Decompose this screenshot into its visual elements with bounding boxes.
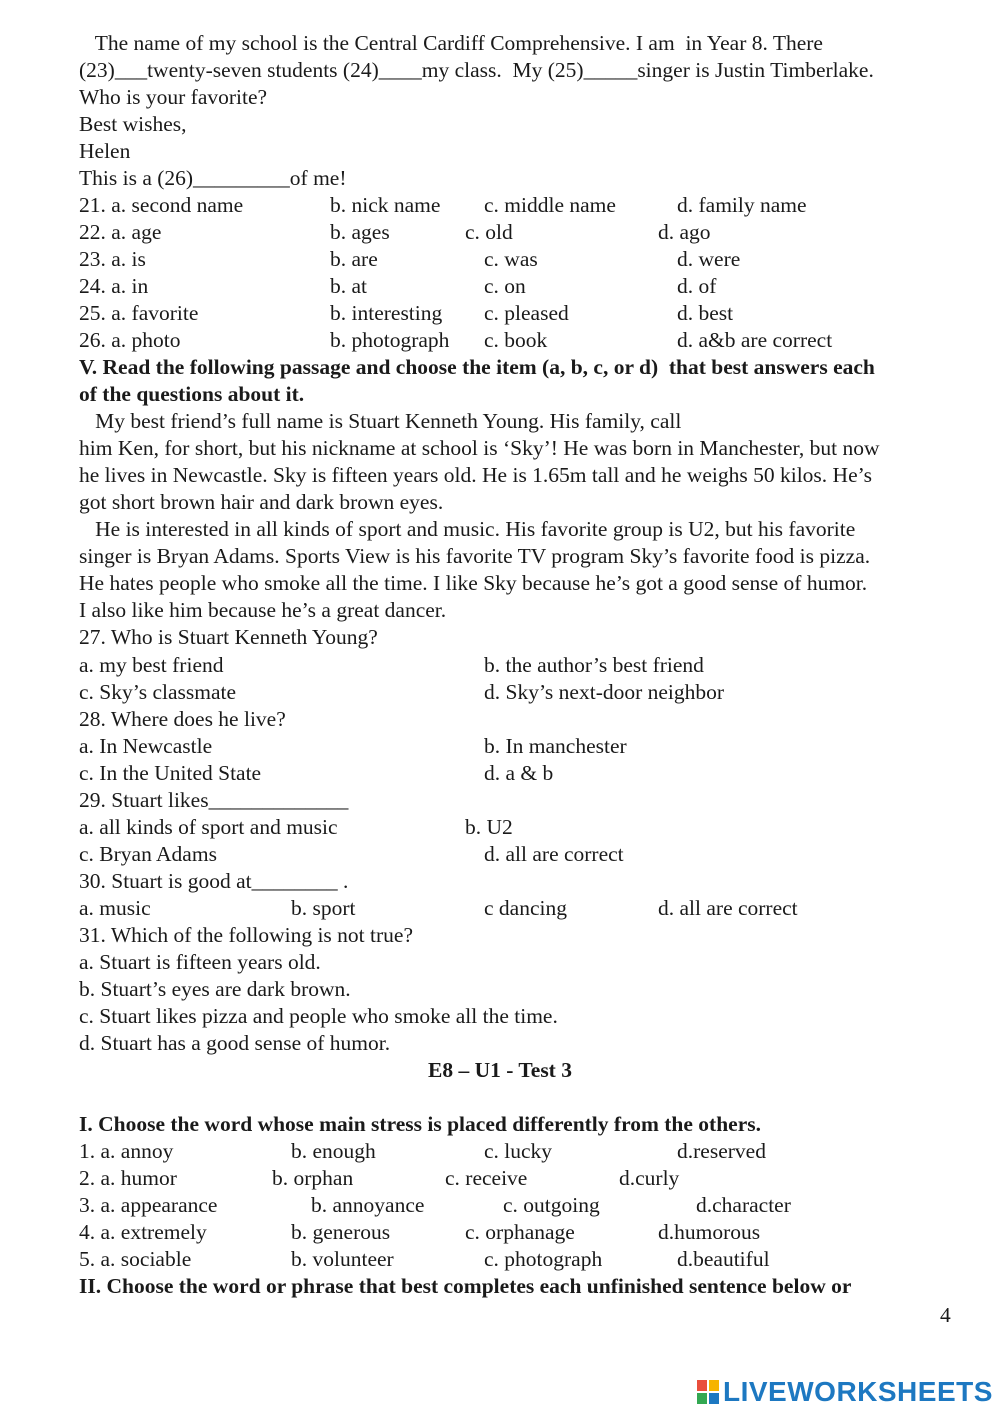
stress-4b: b. generous <box>291 1220 391 1244</box>
option-25b: b. interesting <box>330 301 443 325</box>
option-25d: d. best <box>677 301 734 325</box>
stress-4d: d.humorous <box>658 1220 761 1244</box>
stress-2c: c. receive <box>445 1166 528 1190</box>
stress-2a: 2. a. humor <box>79 1166 177 1190</box>
stress-4a: 4. a. extremely <box>79 1220 207 1244</box>
question-31: 31. Which of the following is not true? <box>79 923 413 947</box>
option-24a: 24. a. in <box>79 274 149 298</box>
option-21c: c. middle name <box>484 193 616 217</box>
option-26d: d. a&b are correct <box>677 328 833 352</box>
passage-line-3: he lives in Newcastle. Sky is fifteen years old. He is 1.65m tall and he weighs 50 kilos. He’s <box>79 463 872 487</box>
option-31b: b. Stuart’s eyes are dark brown. <box>79 977 351 1001</box>
option-21a: 21. a. second name <box>79 193 244 217</box>
letter-line-4: Best wishes, <box>79 112 187 136</box>
stress-4c: c. orphanage <box>465 1220 575 1244</box>
letter-line-6: This is a (26)_________of me! <box>79 166 347 190</box>
question-30: 30. Stuart is good at________ . <box>79 869 349 893</box>
option-27c: c. Sky’s classmate <box>79 680 237 704</box>
section-5-heading-line-1: V. Read the following passage and choose the item (a, b, c, or d) that best answers each <box>79 355 875 379</box>
stress-3d: d.character <box>696 1193 791 1217</box>
option-30a: a. music <box>79 896 151 920</box>
letter-line-5: Helen <box>79 139 131 163</box>
option-25c: c. pleased <box>484 301 569 325</box>
option-22c: c. old <box>465 220 513 244</box>
passage-line-6: singer is Bryan Adams. Sports View is his favorite TV program Sky’s favorite food is pizza. <box>79 544 871 568</box>
option-24d: d. of <box>677 274 717 298</box>
option-21b: b. nick name <box>330 193 441 217</box>
option-30d: d. all are correct <box>658 896 798 920</box>
question-29: 29. Stuart likes_____________ <box>79 788 349 812</box>
stress-5a: 5. a. sociable <box>79 1247 192 1271</box>
passage-line-2: him Ken, for short, but his nickname at school is ‘Sky’! He was born in Manchester, but now <box>79 436 880 460</box>
option-21d: d. family name <box>677 193 807 217</box>
option-23b: b. are <box>330 247 378 271</box>
option-22d: d. ago <box>658 220 711 244</box>
stress-5b: b. volunteer <box>291 1247 394 1271</box>
test-title: E8 – U1 - Test 3 <box>428 1058 572 1082</box>
page-number: 4 <box>940 1303 951 1327</box>
option-31c: c. Stuart likes pizza and people who smoke all the time. <box>79 1004 558 1028</box>
option-24c: c. on <box>484 274 526 298</box>
option-27a: a. my best friend <box>79 653 224 677</box>
option-28a: a. In Newcastle <box>79 734 213 758</box>
passage-line-4: got short brown hair and dark brown eyes. <box>79 490 444 514</box>
option-29a: a. all kinds of sport and music <box>79 815 338 839</box>
option-22a: 22. a. age <box>79 220 162 244</box>
option-28d: d. a & b <box>484 761 554 785</box>
question-27: 27. Who is Stuart Kenneth Young? <box>79 625 378 649</box>
stress-1c: c. lucky <box>484 1139 553 1163</box>
passage-line-5: He is interested in all kinds of sport and music. His favorite group is U2, but his favorite <box>79 517 856 541</box>
option-29c: c. Bryan Adams <box>79 842 217 866</box>
option-27b: b. the author’s best friend <box>484 653 704 677</box>
option-24b: b. at <box>330 274 368 298</box>
option-31a: a. Stuart is fifteen years old. <box>79 950 321 974</box>
passage-line-1: My best friend’s full name is Stuart Kenneth Young. His family, call <box>79 409 682 433</box>
passage-line-7: He hates people who smoke all the time. I like Sky because he’s got a good sense of humor. <box>79 571 868 595</box>
stress-2b: b. orphan <box>272 1166 354 1190</box>
question-28: 28. Where does he live? <box>79 707 286 731</box>
option-22b: b. ages <box>330 220 390 244</box>
test3-section-2-heading: II. Choose the word or phrase that best completes each unfinished sentence below or <box>79 1274 852 1298</box>
passage-line-8: I also like him because he’s a great dancer. <box>79 598 447 622</box>
stress-5d: d.beautiful <box>677 1247 770 1271</box>
liveworksheets-logo-text: LIVEWORKSHEETS <box>723 1376 993 1407</box>
option-23c: c. was <box>484 247 538 271</box>
liveworksheets-logo[interactable] <box>697 1377 993 1407</box>
stress-1d: d.reserved <box>677 1139 766 1163</box>
option-28b: b. In manchester <box>484 734 627 758</box>
option-23a: 23. a. is <box>79 247 146 271</box>
option-31d: d. Stuart has a good sense of humor. <box>79 1031 391 1055</box>
letter-line-3: Who is your favorite? <box>79 85 268 109</box>
option-29b: b. U2 <box>465 815 513 839</box>
letter-line-2: (23)___twenty-seven students (24)____my class. My (25)_____singer is Justin Timberlake. <box>79 58 874 82</box>
stress-3a: 3. a. appearance <box>79 1193 218 1217</box>
option-30b: b. sport <box>291 896 356 920</box>
option-25a: 25. a. favorite <box>79 301 199 325</box>
option-26b: b. photograph <box>330 328 450 352</box>
letter-line-1: The name of my school is the Central Cardiff Comprehensive. I am in Year 8. There <box>79 31 823 55</box>
stress-1b: b. enough <box>291 1139 376 1163</box>
option-26c: c. book <box>484 328 548 352</box>
section-5-heading-line-2: of the questions about it. <box>79 382 305 406</box>
stress-3c: c. outgoing <box>503 1193 600 1217</box>
stress-5c: c. photograph <box>484 1247 603 1271</box>
stress-3b: b. annoyance <box>311 1193 425 1217</box>
liveworksheets-logo-icon <box>697 1380 719 1404</box>
option-29d: d. all are correct <box>484 842 624 866</box>
option-30c: c dancing <box>484 896 567 920</box>
option-28c: c. In the United State <box>79 761 262 785</box>
stress-1a: 1. a. annoy <box>79 1139 174 1163</box>
option-23d: d. were <box>677 247 741 271</box>
option-26a: 26. a. photo <box>79 328 181 352</box>
test3-section-1-heading: I. Choose the word whose main stress is placed differently from the others. <box>79 1112 761 1136</box>
stress-2d: d.curly <box>619 1166 680 1190</box>
option-27d: d. Sky’s next-door neighbor <box>484 680 725 704</box>
